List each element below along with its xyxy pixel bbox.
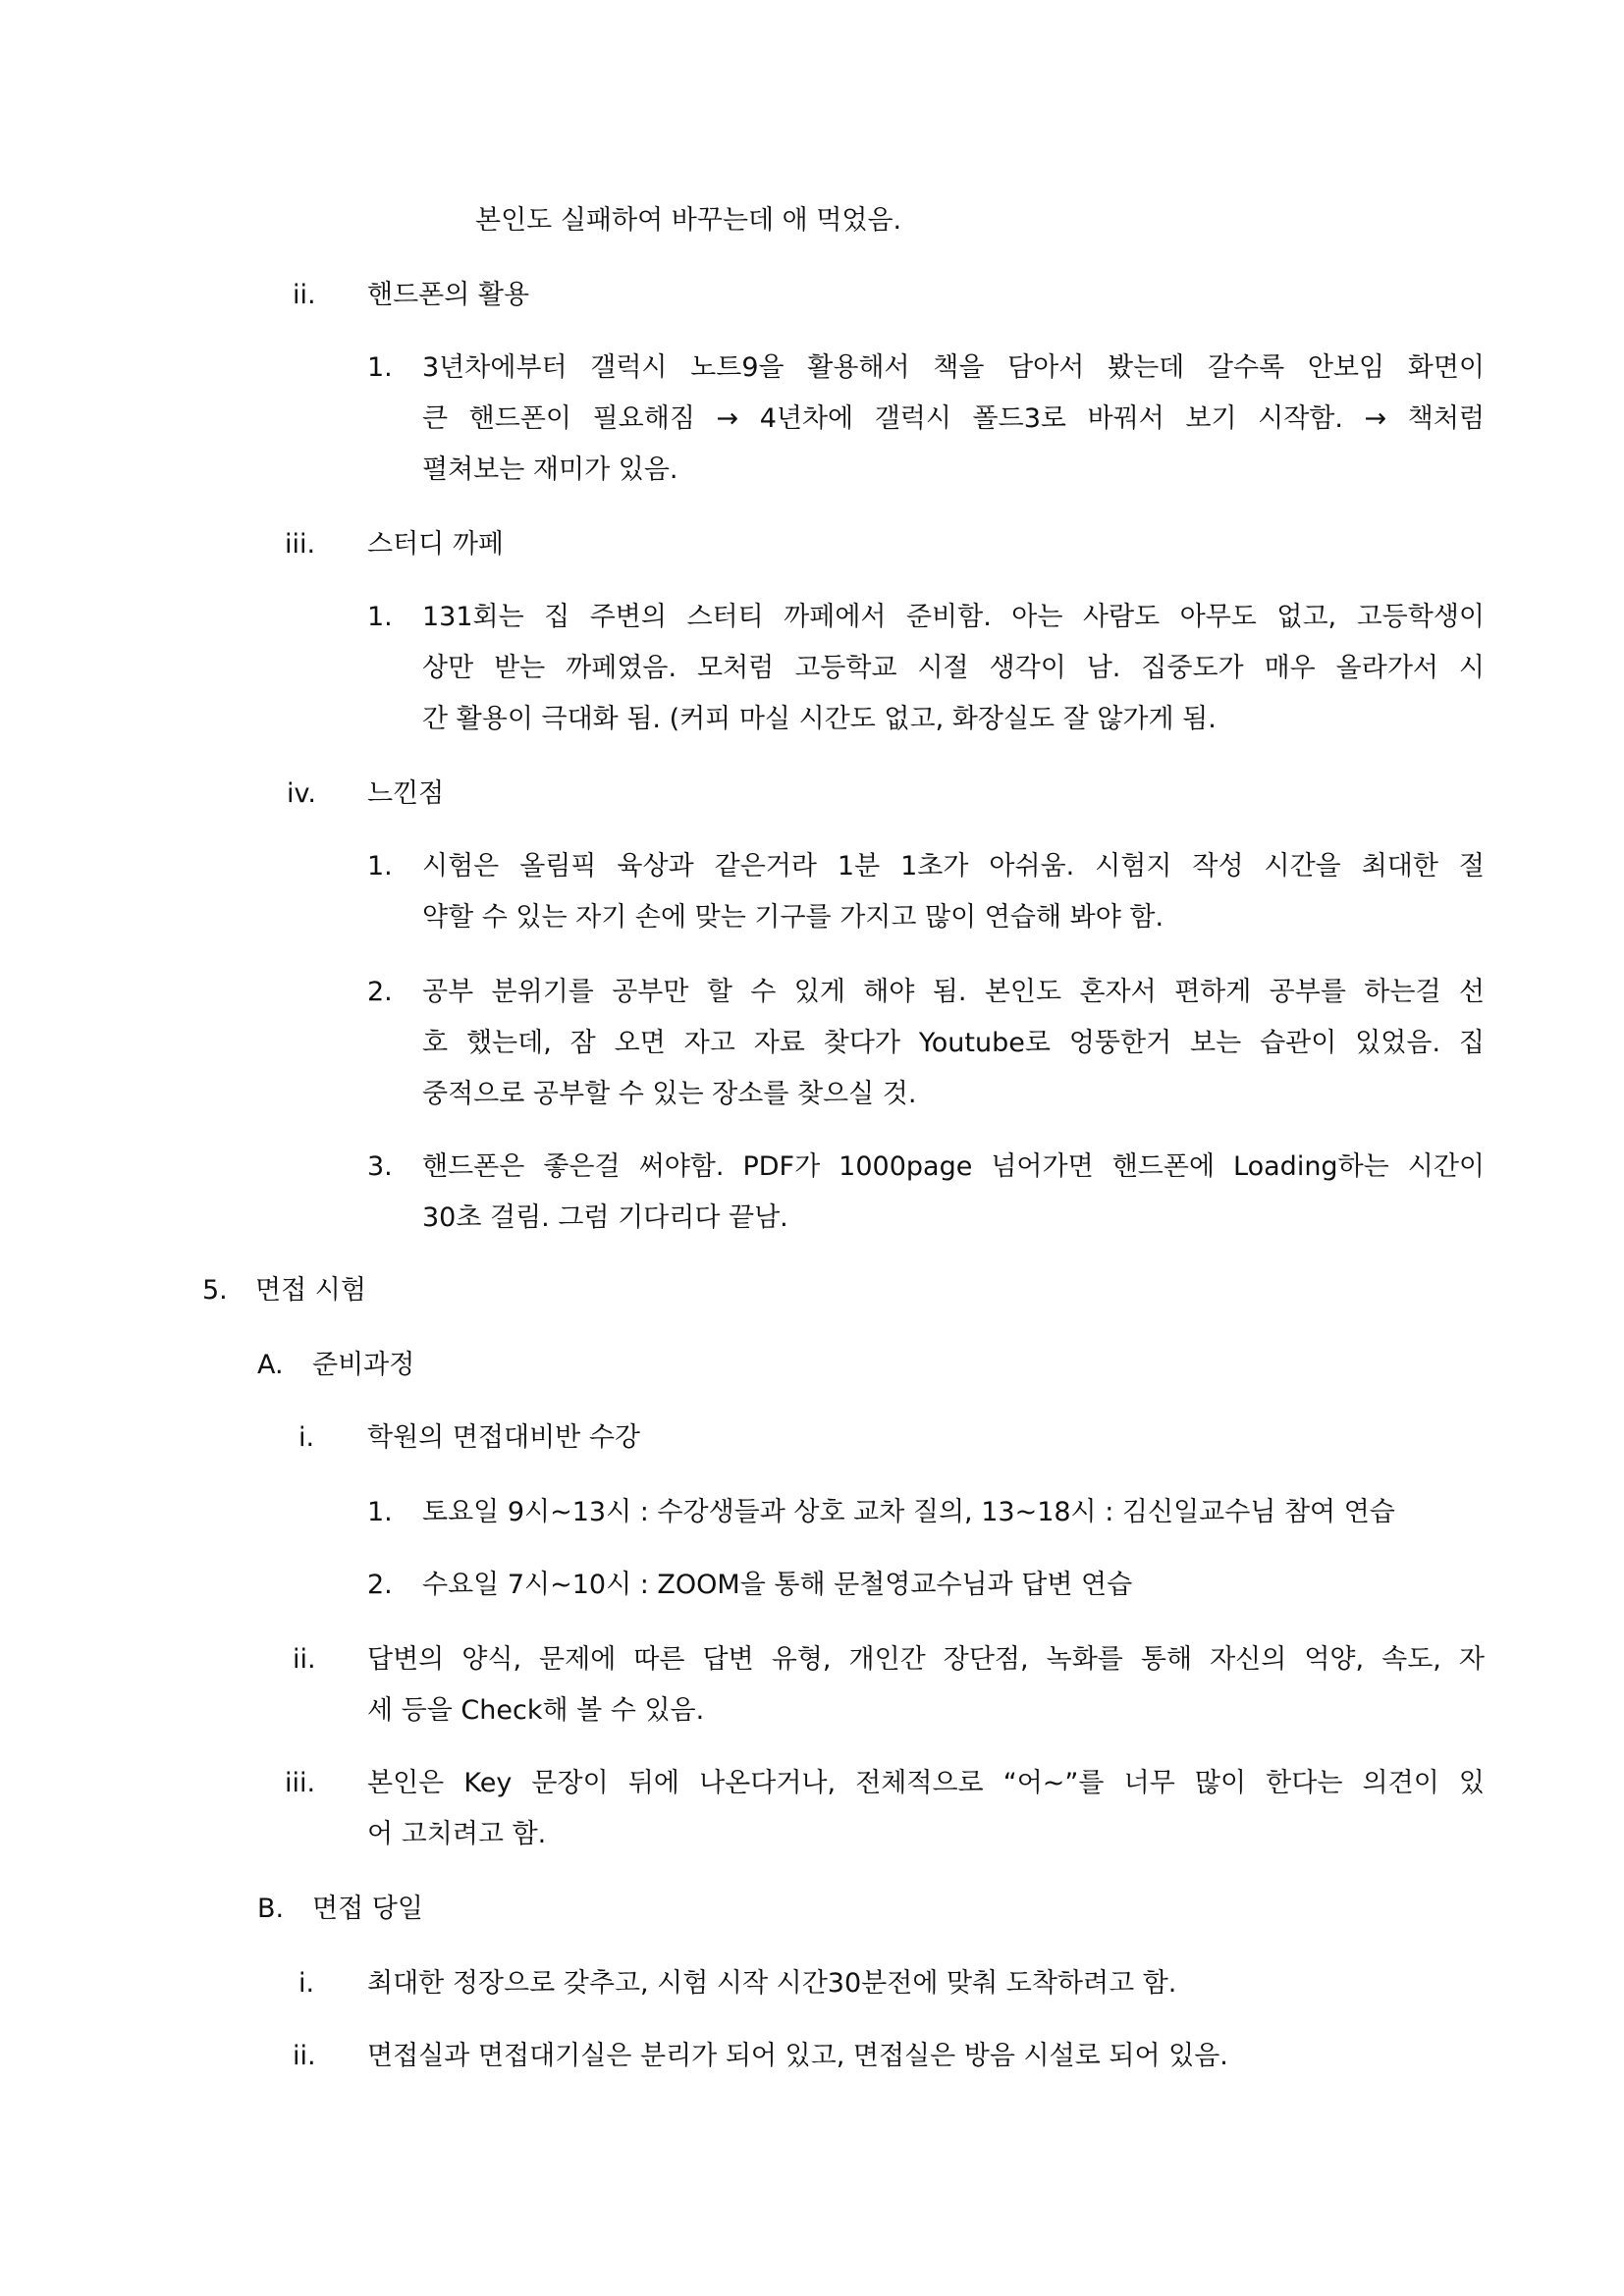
list-marker: 1. xyxy=(367,352,393,383)
list-marker: A. xyxy=(257,1350,284,1380)
list-marker: 1. xyxy=(367,602,393,632)
subsection-heading: 준비과정 xyxy=(312,1350,415,1380)
list-marker: i. xyxy=(298,1422,315,1453)
section-heading: 면접 시험 xyxy=(255,1275,366,1306)
paragraph-line: 펼쳐보는 재미가 있음. xyxy=(422,454,678,485)
paragraph-line: 약할 수 있는 자기 손에 맞는 기구를 가지고 많이 연습해 봐야 함. xyxy=(422,902,1164,933)
list-marker: ii. xyxy=(293,280,316,310)
paragraph-line: 상만 받는 까페였음. 모처럼 고등학교 시절 생각이 남. 집중도가 매우 올라가서 시 xyxy=(422,653,1485,683)
list-marker: iii. xyxy=(285,529,316,560)
list-marker: 1. xyxy=(367,851,393,881)
paragraph-line: 토요일 9시~13시 : 수강생들과 상호 교차 질의, 13~18시 : 김신일교수님 참여 연습 xyxy=(422,1497,1395,1527)
paragraph-line: 답변의 양식, 문제에 따른 답변 유형, 개인간 장단점, 녹화를 통해 자신의 억양, 속도, 자 xyxy=(367,1644,1485,1675)
list-marker: ii. xyxy=(293,1644,316,1675)
list-item-heading: 스터디 까페 xyxy=(367,529,504,560)
paragraph-line: 본인은 Key 문장이 뒤에 나온다거나, 전체적으로 “어~”를 너무 많이 한다는 의견이 있 xyxy=(367,1768,1485,1798)
paragraph-line: 3년차에부터 갤럭시 노트9을 활용해서 책을 담아서 봤는데 갈수록 안보임 화면이 xyxy=(422,352,1485,383)
paragraph-line: 큰 핸드폰이 필요해짐 → 4년차에 갤럭시 폴드3로 바꿔서 보기 시작함. → 책처럼 xyxy=(422,403,1485,434)
paragraph-line: 간 활용이 극대화 됨. (커피 마실 시간도 없고, 화장실도 잘 않가게 됨. xyxy=(422,704,1217,734)
subsection-heading: 면접 당일 xyxy=(312,1894,423,1924)
list-marker: 2. xyxy=(367,977,393,1007)
list-item-heading: 학원의 면접대비반 수강 xyxy=(367,1422,640,1453)
list-marker: 3. xyxy=(367,1151,393,1182)
list-marker: iv. xyxy=(287,778,316,809)
list-marker: ii. xyxy=(293,2041,316,2071)
paragraph-line: 시험은 올림픽 육상과 같은거라 1분 1초가 아쉬움. 시험지 작성 시간을 최대한 절 xyxy=(422,851,1485,881)
paragraph-line: 핸드폰은 좋은걸 써야함. PDF가 1000page 넘어가면 핸드폰에 Loading하는 시간이 xyxy=(422,1151,1485,1182)
carry-over-line: 본인도 실패하여 바꾸는데 애 먹었음. xyxy=(475,205,902,236)
list-item-heading: 핸드폰의 활용 xyxy=(367,280,530,310)
section-number: 5. xyxy=(202,1275,228,1306)
list-item-heading: 느낀점 xyxy=(367,778,445,809)
paragraph-line: 호 했는데, 잠 오면 자고 자료 찾다가 Youtube로 엉뚱한거 보는 습관이 있었음. 집 xyxy=(422,1028,1485,1058)
paragraph-line: 30초 걸림. 그럼 기다리다 끝남. xyxy=(422,1202,788,1233)
paragraph-line: 수요일 7시~10시 : ZOOM을 통해 문철영교수님과 답변 연습 xyxy=(422,1570,1133,1600)
list-marker: iii. xyxy=(285,1768,316,1798)
paragraph-line: 중적으로 공부할 수 있는 장소를 찾으실 것. xyxy=(422,1079,917,1109)
paragraph-line: 공부 분위기를 공부만 할 수 있게 해야 됨. 본인도 혼자서 편하게 공부를 하는걸 선 xyxy=(422,977,1485,1007)
paragraph-line: 면접실과 면접대기실은 분리가 되어 있고, 면접실은 방음 시설로 되어 있음. xyxy=(367,2041,1228,2071)
paragraph-line: 최대한 정장으로 갖추고, 시험 시작 시간30분전에 맞춰 도착하려고 함. xyxy=(367,1968,1177,1999)
list-marker: 2. xyxy=(367,1570,393,1600)
list-marker: i. xyxy=(298,1968,315,1999)
list-marker: B. xyxy=(257,1894,285,1924)
list-marker: 1. xyxy=(367,1497,393,1527)
paragraph-line: 131회는 집 주변의 스터티 까페에서 준비함. 아는 사람도 아무도 없고, 고등학생이 xyxy=(422,602,1485,632)
paragraph-line: 어 고치려고 함. xyxy=(367,1819,547,1849)
paragraph-line: 세 등을 Check해 볼 수 있음. xyxy=(367,1695,705,1726)
